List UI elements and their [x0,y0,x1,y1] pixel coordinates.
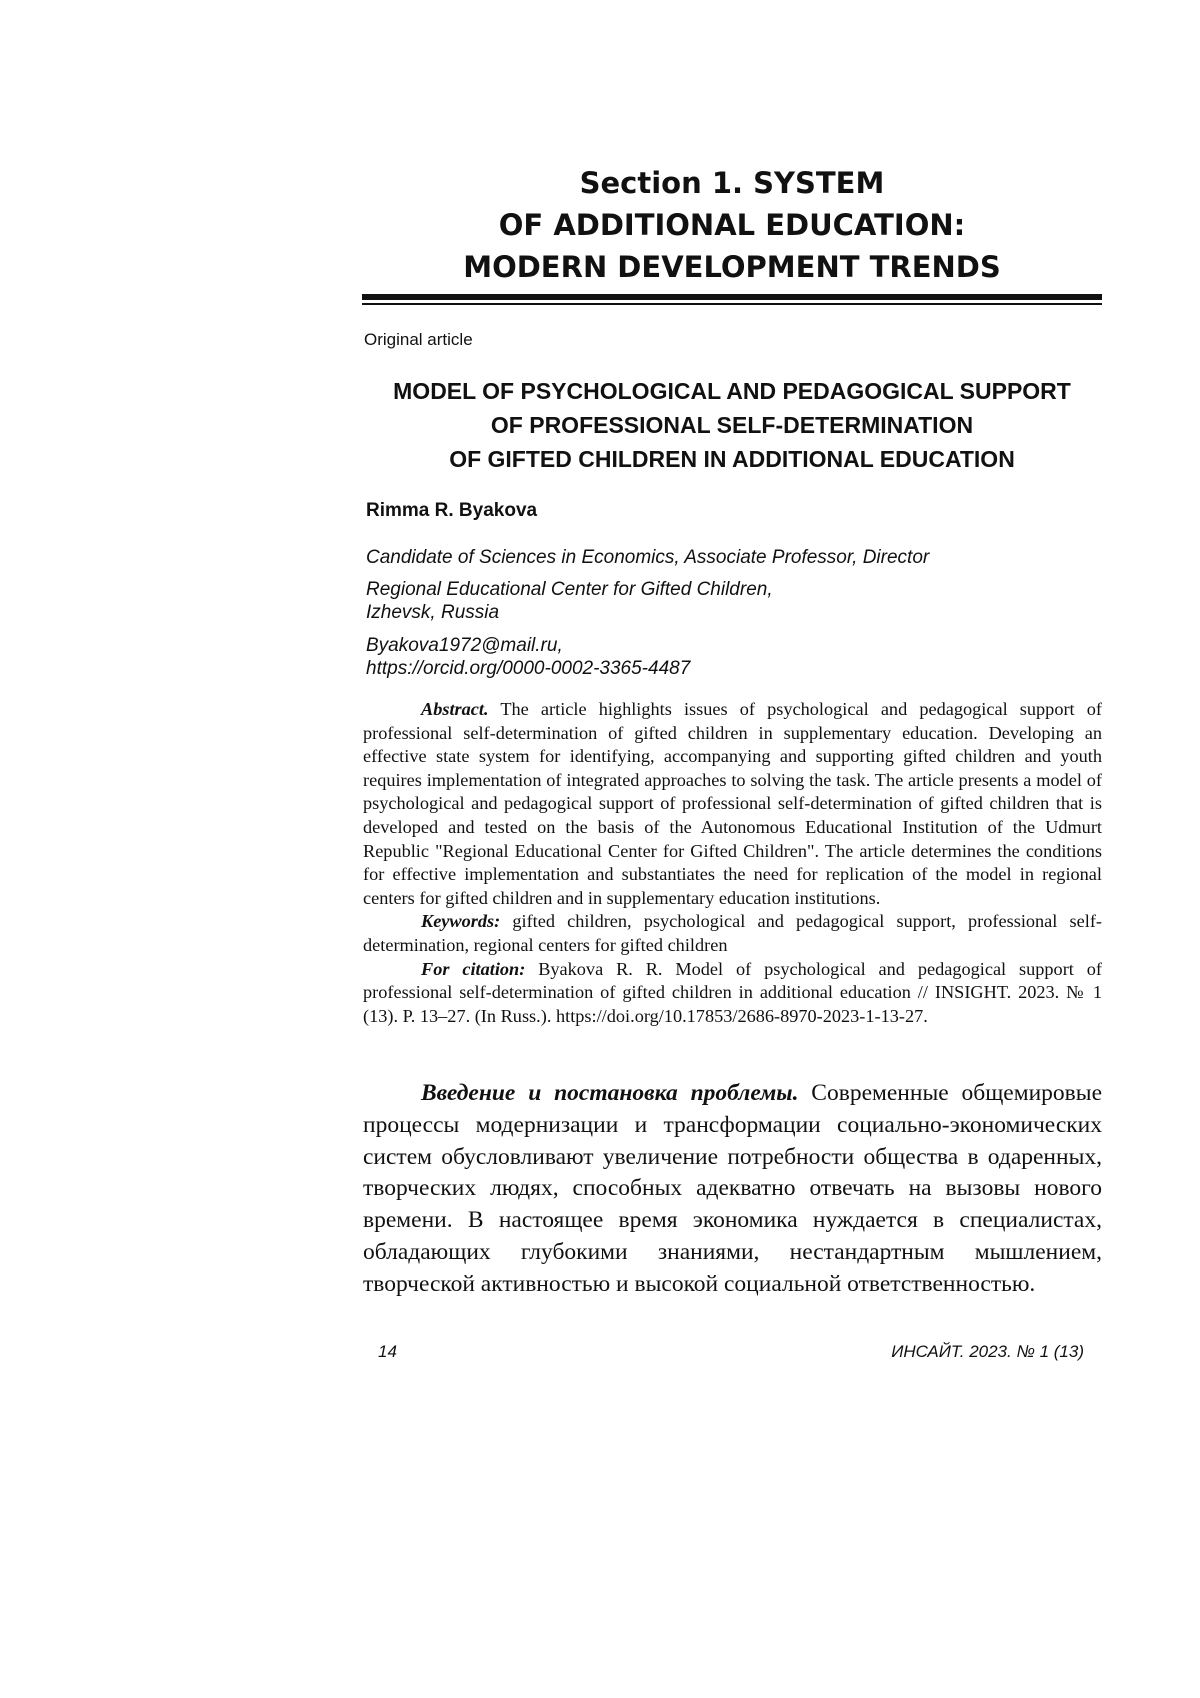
section-heading [362,162,1102,288]
section-heading-line-2: OF ADDITIONAL EDUCATION: [498,208,966,242]
citation-label: For citation: [421,958,526,979]
keywords-paragraph [363,910,1102,957]
article-title [362,374,1102,476]
article-title-line-3: OF GIFTED CHILDREN IN ADDITIONAL EDUCATION [449,446,1015,472]
introduction-paragraph [363,1078,1102,1301]
author-name: Rimma R. Byakova [366,500,538,521]
keywords-label: Keywords: [421,911,501,932]
section-divider-thin [362,303,1102,305]
page-number: 14 [378,1342,397,1361]
article-title-line-2: OF PROFESSIONAL SELF-DETERMINATION [490,412,974,438]
introduction-section [363,1078,1102,1301]
author-orcid[interactable]: https://orcid.org/0000-0002-3365-4487 [366,658,691,679]
abstract-text: The article highlights issues of psychological and pedagogical support of professional self-determination of gifted children in supplementary education. Developing an effective state system for identifying, accompanying and supporting gifted children and youth requires implementation of integrated approaches to solving the task. The article presents a model of psychological and pedagogical support of professional self-determination of gifted children that is developed and tested on the basis of the Autonomous Educational Institution of the Udmurt Republic "Regional Educational Center for Gifted Children". The article determines the conditions for effective implementation and substantiates the need for replication of the model in regional centers for gifted children and in supplementary education institutions. [363,699,1102,908]
author-organization: Regional Educational Center for Gifted Children, [366,579,773,600]
journal-footer: ИНСАЙТ. 2023. № 1 (13) [891,1342,1084,1361]
abstract-section [363,698,1102,1028]
author-location: Izhevsk, Russia [366,602,500,623]
introduction-text: Современные общемировые процессы модернизации и трансформации социально-экономических систем обусловливают увеличение потребности общества в одаренных, творческих людях, способных адекватно отвечать на вызовы нового времени. В настоящее время экономика нуждается в специалистах, обладающих глубокими знаниями, нестандартным мышлением, творческой активностью и высокой социальной ответственностью. [363,1080,1102,1297]
section-heading-line-3: MODERN DEVELOPMENT TRENDS [463,250,1001,284]
author-position: Candidate of Sciences in Economics, Associate Professor, Director [366,547,930,568]
introduction-label: Введение и постановка проблемы. [421,1080,799,1106]
citation-paragraph [363,958,1102,1029]
citation-text: Byakova R. R. Model of psychological and pedagogical support of professional self-determination of gifted children in additional education // INSIGHT. 2023. № 1 (13). P. 13–27. (In Russ.). https://doi.org/10.17853/2686-8970-2023-1-13-27. [363,958,1102,1026]
abstract-paragraph [363,698,1102,910]
article-title-line-1: MODEL OF PSYCHOLOGICAL AND PEDAGOGICAL SUPPORT [393,378,1071,404]
keywords-text: gifted children, psychological and pedagogical support, professional self-determination, regional centers for gifted children [363,911,1102,955]
abstract-label: Abstract. [421,699,489,719]
section-divider-thick [362,294,1102,300]
author-email[interactable]: Byakova1972@mail.ru, [366,635,563,656]
section-heading-line-1: Section 1. SYSTEM [579,166,885,200]
article-type: Original article [364,330,473,349]
